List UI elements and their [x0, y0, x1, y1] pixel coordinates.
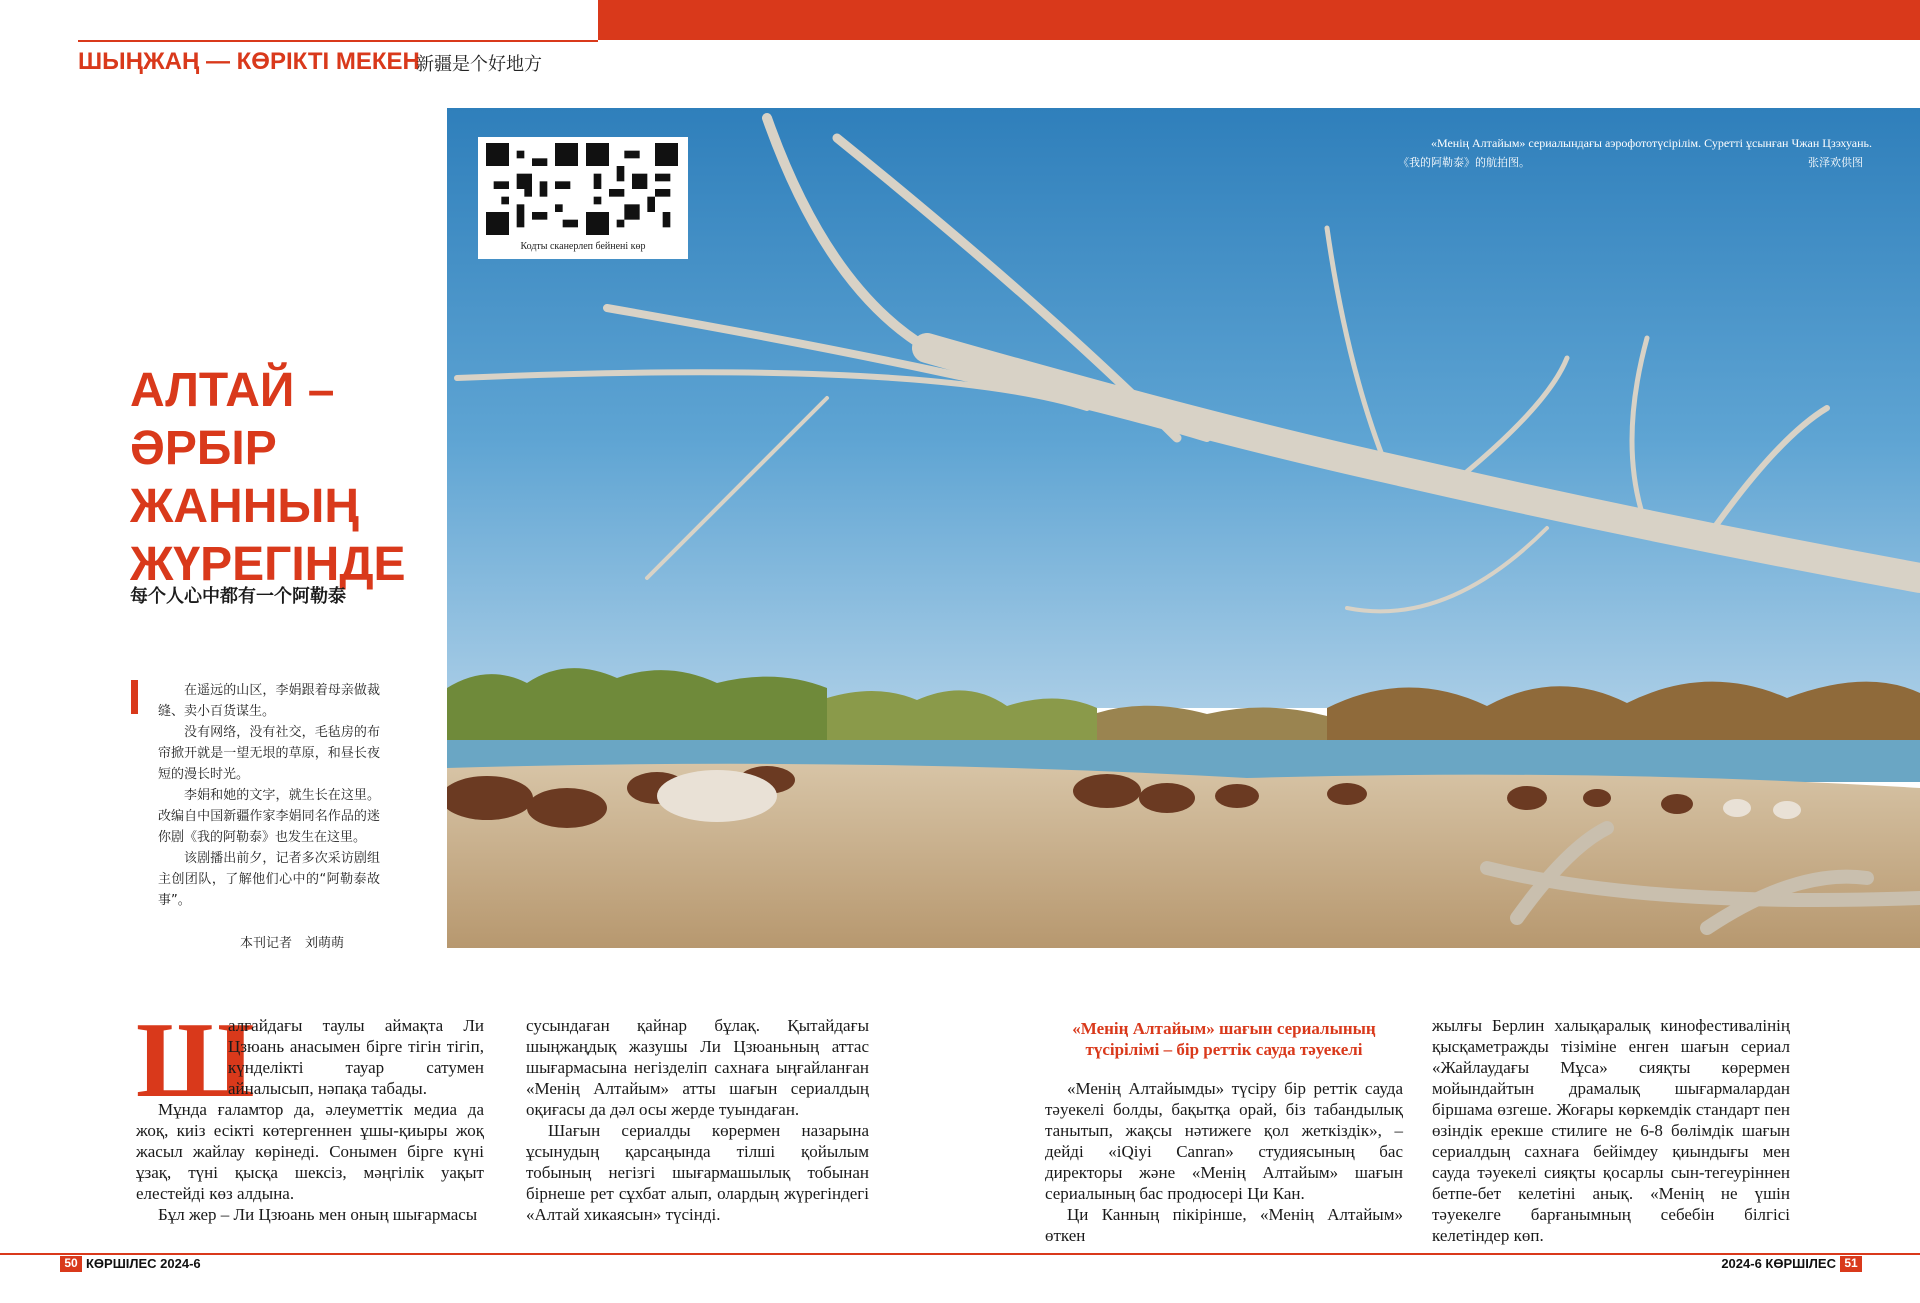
body-paragraph: Ци Канның пікірінше, «Менің Алтайым» өткен	[1045, 1205, 1403, 1245]
footer-rule	[0, 1253, 1920, 1255]
qr-caption: Кодты сканерлеп бейнені көр	[520, 241, 646, 252]
lead-paragraph: 在遥远的山区，李娟跟着母亲做裁缝、卖小百货谋生。	[158, 683, 380, 719]
page-number-left: 50	[64, 1256, 78, 1270]
page-number-right: 51	[1844, 1256, 1858, 1270]
qr-code-icon[interactable]	[486, 143, 578, 235]
body-paragraph: жылғы Берлин халықаралық кинофестивалінің қысқаметражды тізіміне енген шағын сериал «Жайлаудағы Мұса» сияқты көрермен мойындайтын драмалық шығармалардан біршама өзгеше. Жоғары көркемдік стандарт пен өзіндік ерекше стилиге не 6-8 бөлімдік шағын сериалдың сахнаға бейімдеу қиындығы мен сауда тәуекелі сияқты қосарлы сын-тегеуріннен бетпе-бет келетіні анық. «Менің не үшін тәуекелге барғанымның себебін білгісі келетіндер көп.	[1432, 1016, 1790, 1245]
lead-text	[158, 680, 380, 911]
lead-paragraph: 李娟和她的文字，就生长在这里。改编自中国新疆作家李娟同名作品的迷你剧《我的阿勒泰》也发生在这里。	[158, 788, 380, 845]
title-line: ӘРБІР	[130, 422, 277, 475]
title-line: ЖАННЫҢ	[130, 480, 360, 533]
body-column-3	[1045, 1078, 1403, 1246]
section-title-zh: 新疆是个好地方	[416, 54, 542, 75]
section-subheading: «Менің Алтайым» шағын сериалының түсірілімі – бір реттік сауда тәуекелі	[1072, 1019, 1376, 1059]
header-rule	[78, 40, 598, 42]
body-paragraph: алғайдағы таулы аймақта Ли Цзюань анасымен бірге тігін тігіп, күнделікті тауар сатумен айналысып, нәпақа табады.	[228, 1016, 484, 1098]
drop-cap: Ш	[136, 1001, 255, 1120]
photo-caption-kz: «Менің Алтайым» сериалындағы аэрофототүсірілім. Суретті ұсынған Чжан Цзэхуань.	[1430, 136, 1872, 150]
header-red-bar	[598, 0, 1920, 40]
article-title	[130, 362, 430, 594]
body-paragraph: сусындаған қайнар бұлақ. Қытайдағы шыңжаңдық жазушы Ли Цзюаньның аттас шығармасына негізделіп сахнаға ыңғайланған «Менің Алтайым» атты шағын сериалдың оқиғасы да дәл осы жерде туындаған.	[526, 1016, 869, 1119]
body-paragraph: Бұл жер – Ли Цзюань мен оның шығармасы	[158, 1205, 478, 1224]
section-title-kz: ШЫҢЖАҢ — КӨРІКТІ МЕКЕН	[78, 48, 420, 75]
title-line: ЖҮРЕГІНДЕ	[130, 538, 406, 591]
qr-code-icon[interactable]	[586, 143, 678, 235]
body-column-1-intro	[228, 1015, 484, 1099]
lead-paragraph: 没有网络，没有社交，毛毡房的布帘掀开就是一望无垠的草原，和昼长夜短的漫长时光。	[158, 725, 380, 782]
body-column-1	[136, 1099, 484, 1225]
lead-accent-bar	[131, 680, 138, 714]
photo-caption-zh: 《我的阿勒泰》的航拍图。	[1398, 156, 1530, 169]
body-column-4	[1432, 1015, 1790, 1246]
body-paragraph: Шағын сериалды көрермен назарына ұсынудың қарсаңында тілші қойылым тобының негізгі шығармашылық тобынан бірнеше рет сұхбат алып, олардың жүрегіндегі «Алтай хикаясын» түсінді.	[526, 1121, 869, 1224]
body-paragraph: «Менің Алтайымды» түсіру бір реттік сауда тәуекелі болды, бақытқа орай, біз табандылық танытып, жақсы нәтижеге қол жеткіздік», – дейді «iQiyi Canran» студиясының бас директоры және «Менің Алтайым» шағын сериалының бас продюсері Ци Кан.	[1045, 1079, 1403, 1203]
footer-magazine-label-right: 2024-6 КӨРШІЛЕС	[1721, 1256, 1836, 1271]
qr-code-panel	[478, 137, 688, 259]
footer-magazine-label-left: КӨРШІЛЕС 2024-6	[86, 1256, 201, 1271]
lead-paragraph: 该剧播出前夕，记者多次采访剧组主创团队，了解他们心中的“阿勒泰故事”。	[158, 851, 380, 908]
body-column-2	[526, 1015, 869, 1225]
title-line: АЛТАЙ –	[130, 364, 335, 417]
photo-credit-zh: 张泽欢供图	[1808, 156, 1863, 169]
article-subtitle-zh: 每个人心中都有一个阿勒泰	[130, 586, 346, 607]
body-paragraph: Мұнда ғаламтор да, әлеуметтік медиа да жоқ, киіз есікті көтергеннен ұшы-қиыры жоқ жасыл жайлау көрінеді. Сонымен бірге күні ұзақ, түні қысқа шексіз, мәңгілік уақыт елестейді көз алдына.	[136, 1100, 484, 1203]
lead-author: 本刊记者 刘萌萌	[240, 936, 345, 951]
